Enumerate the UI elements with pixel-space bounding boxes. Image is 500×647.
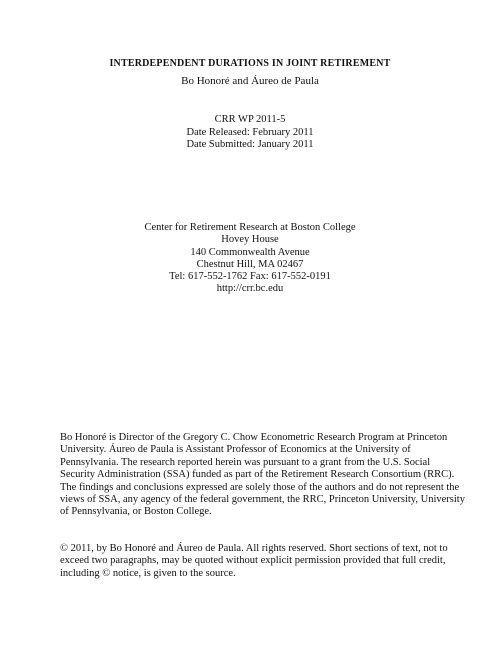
bio-line: The findings and conclusions expressed are solely those of the authors and do not represent the xyxy=(60,481,460,493)
author-bio-paragraph xyxy=(60,432,465,519)
bio-line: Bo Honoré is Director of the Gregory C. Chow Econometric Research Program at Princeton xyxy=(60,432,448,443)
wp-number: CRR WP 2011-5 xyxy=(214,114,286,125)
date-submitted: Date Submitted: January 2011 xyxy=(186,139,314,150)
paper-title: INTERDEPENDENT DURATIONS IN JOINT RETIREMENT xyxy=(109,58,391,69)
date-released: Date Released: February 2011 xyxy=(186,126,314,138)
address-phone-fax: Tel: 617-552-1762 Fax: 617-552-0191 xyxy=(169,271,331,283)
bio-line: of Pennsylvania, or Boston College. xyxy=(60,506,212,518)
address-org: Center for Retirement Research at Boston College xyxy=(144,222,356,233)
copyright-line: exceed two paragraphs, may be quoted without explicit permission provided that full credit, xyxy=(60,555,446,567)
bio-line: Security Administration (SSA) funded as part of the Retirement Research Consortium (RRC). xyxy=(60,469,455,481)
bio-line: Pennsylvania. The research reported herein was pursuant to a grant from the U.S. Social xyxy=(60,456,431,468)
address-building: Hovey House xyxy=(221,234,279,246)
working-paper-info xyxy=(0,114,500,152)
copyright-line: © 2011, by Bo Honoré and Áureo de Paula. All rights reserved. Short sections of text, not to xyxy=(60,543,448,554)
bio-line: University. Áureo de Paula is Assistant Professor of Economics at the University of xyxy=(60,444,411,456)
address-city: Chestnut Hill, MA 02467 xyxy=(196,258,304,270)
bio-line: views of SSA, any agency of the federal government, the RRC, Princeton University, University xyxy=(60,494,465,506)
address-url: http://crr.bc.edu xyxy=(216,283,284,295)
publisher-address xyxy=(0,222,500,296)
paper-authors: Bo Honoré and Áureo de Paula xyxy=(181,75,319,87)
address-street: 140 Commonwealth Avenue xyxy=(190,246,310,258)
copyright-line: including © notice, is given to the source. xyxy=(60,567,236,579)
copyright-paragraph xyxy=(60,543,448,580)
